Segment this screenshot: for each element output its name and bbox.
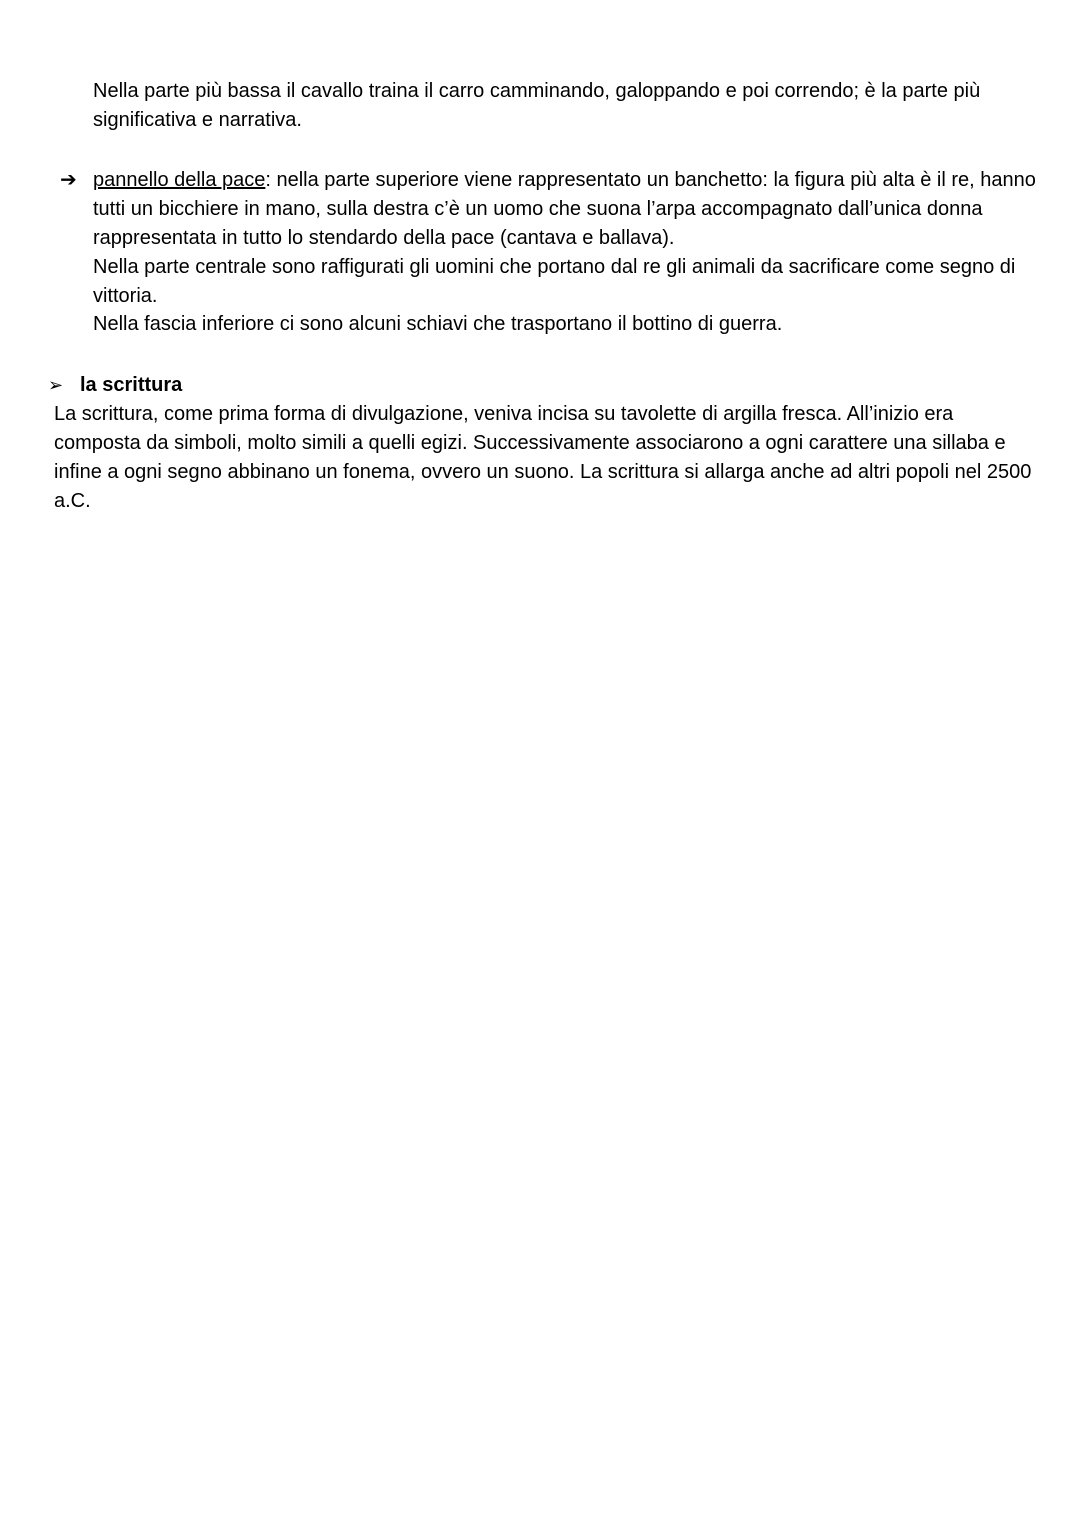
arrow-bullet-icon: ➔ bbox=[60, 169, 77, 191]
term-pannello-della-pace: pannello della pace bbox=[93, 169, 266, 191]
section-heading-scrittura: la scrittura bbox=[80, 374, 183, 396]
arrowhead-bullet-icon: ➢ bbox=[48, 375, 64, 395]
pace-description: : nella parte superiore viene rappresentato un banchetto: la figura più alta è il re, hanno tutti un bicchiere in mano, sulla destra c’è un uomo che suona l’arpa accompagnato dall’unica donna rappresentata in tutto lo stendardo della pace (cantava e ballava). bbox=[93, 169, 1036, 249]
paragraph-cavallo: Nella parte più bassa il cavallo traina il carro camminando, galoppando e poi correndo; è la parte più significativa e narrativa. bbox=[93, 80, 981, 131]
paragraph-pannello-pace bbox=[93, 166, 1043, 253]
paragraph-scrittura: La scrittura, come prima forma di divulgazione, veniva incisa su tavolette di argilla fresca. All’inizio era composta da simboli, molto simili a quelli egizi. Successivamente associarono a ogni carattere una sillaba e infine a ogni segno abbinano un fonema, ovvero un suono. La scrittura si allarga anche ad altri popoli nel 2500 a.C. bbox=[54, 403, 1032, 512]
paragraph-parte-centrale: Nella parte centrale sono raffigurati gli uomini che portano dal re gli animali da sacrificare come segno di vittoria. bbox=[93, 256, 1016, 307]
paragraph-fascia-inferiore: Nella fascia inferiore ci sono alcuni schiavi che trasportano il bottino di guerra. bbox=[93, 313, 783, 335]
